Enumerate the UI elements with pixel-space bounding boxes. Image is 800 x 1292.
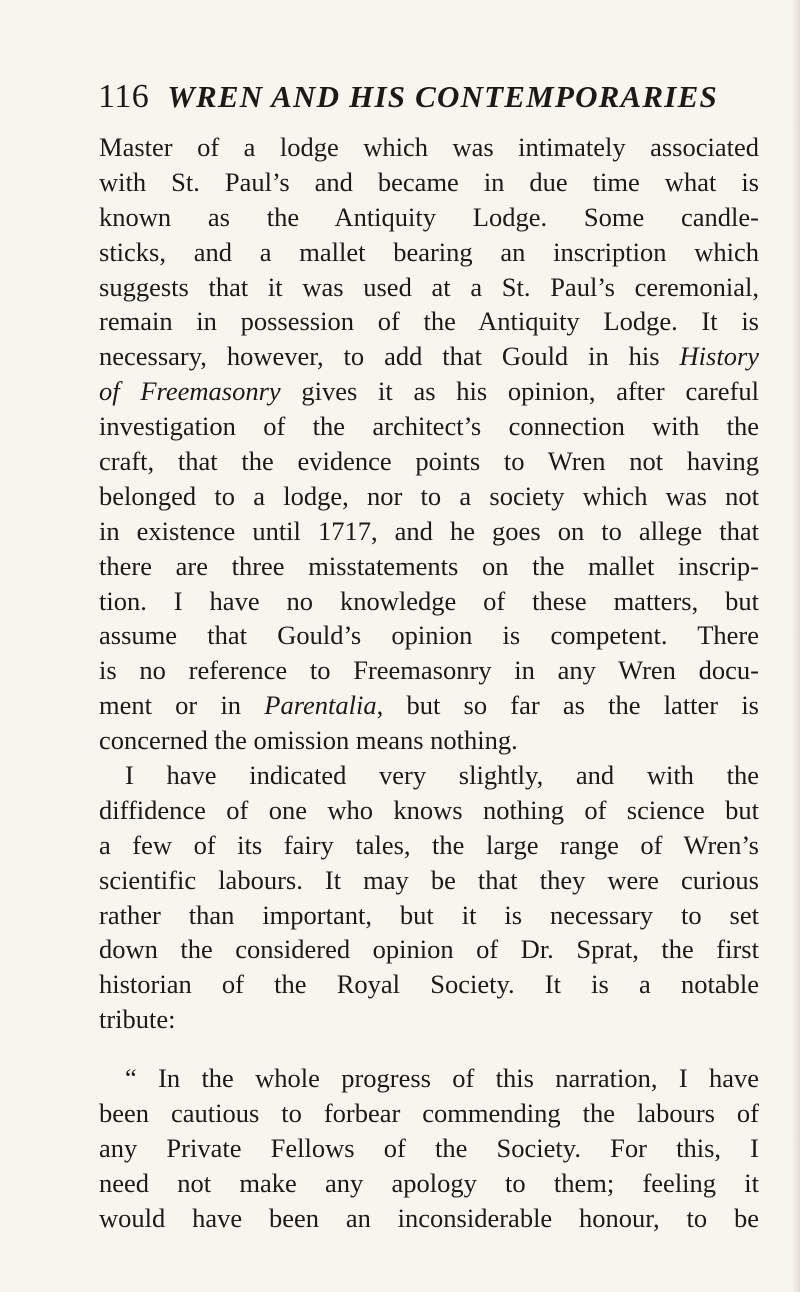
italic-of: of [99, 376, 120, 407]
text-line: sticks, and a mallet bearing an inscription which [99, 236, 759, 267]
text-line: suggests that it was used at a St. Paul’s ceremonial, [99, 271, 759, 302]
text-line: a few of its fairy tales, the large range of Wren’s [99, 829, 759, 860]
running-title: WREN AND HIS CONTEMPORARIES [167, 79, 718, 114]
body-text [99, 130, 759, 1236]
text-line: scientific labours. It may be that they were curious [99, 864, 759, 895]
text-segment: gives it as his opinion, after careful [301, 376, 759, 407]
text-line [99, 374, 759, 409]
running-head [98, 78, 758, 122]
quote-line: any Private Fellows of the Society. For this, I [99, 1132, 759, 1163]
text-line: known as the Antiquity Lodge. Some candle- [99, 201, 759, 232]
text-line: there are three misstatements on the mallet inscrip- [99, 550, 759, 581]
text-line: historian of the Royal Society. It is a notable [99, 969, 759, 1000]
text-line [99, 339, 759, 374]
text-segment: necessary, however, to add that Gould in his [99, 341, 660, 372]
quote-line: “ In the whole progress of this narration, I have [125, 1063, 759, 1094]
text-line: with St. Paul’s and became in due time what is [99, 166, 759, 197]
paragraph-gap [99, 1037, 759, 1061]
text-line: assume that Gould’s opinion is competent. There [99, 620, 759, 651]
text-line: rather than important, but it is necessary to set [99, 899, 759, 930]
italic-title-history: History [679, 341, 759, 372]
text-line: I have indicated very slightly, and with the [125, 760, 759, 791]
text-line: Master of a lodge which was intimately associated [99, 132, 759, 162]
text-line: tribute: [99, 1004, 176, 1035]
text-line: in existence until 1717, and he goes on to allege that [99, 515, 759, 546]
text-line: belonged to a lodge, nor to a society which was not [99, 480, 759, 511]
text-line: investigation of the architect’s connection with the [99, 411, 759, 442]
italic-title-freemasonry: Freemasonry [140, 376, 281, 407]
text-line: concerned the omission means nothing. [99, 725, 518, 756]
text-line: tion. I have no knowledge of these matters, but [99, 585, 759, 616]
italic-title-parentalia: Parentalia [264, 690, 377, 721]
quote-line: need not make any apology to them; feeling it [99, 1167, 759, 1198]
quote-line: would have been an inconsiderable honour, to be [99, 1202, 759, 1233]
text-line: craft, that the evidence points to Wren not having [99, 446, 759, 477]
text-segment: ment or in [99, 690, 242, 721]
text-line: down the considered opinion of Dr. Sprat, the first [99, 934, 759, 965]
text-line: diffidence of one who knows nothing of science but [99, 794, 759, 825]
page-number: 116 [98, 78, 150, 115]
text-line: is no reference to Freemasonry in any Wren docu- [99, 655, 759, 686]
quote-line: been cautious to forbear commending the labours of [99, 1098, 759, 1129]
text-line: remain in possession of the Antiquity Lodge. It is [99, 306, 759, 337]
text-line [99, 688, 759, 723]
page-edge-shadow [792, 0, 800, 1292]
text-segment: , but so far as the latter is [376, 690, 759, 721]
